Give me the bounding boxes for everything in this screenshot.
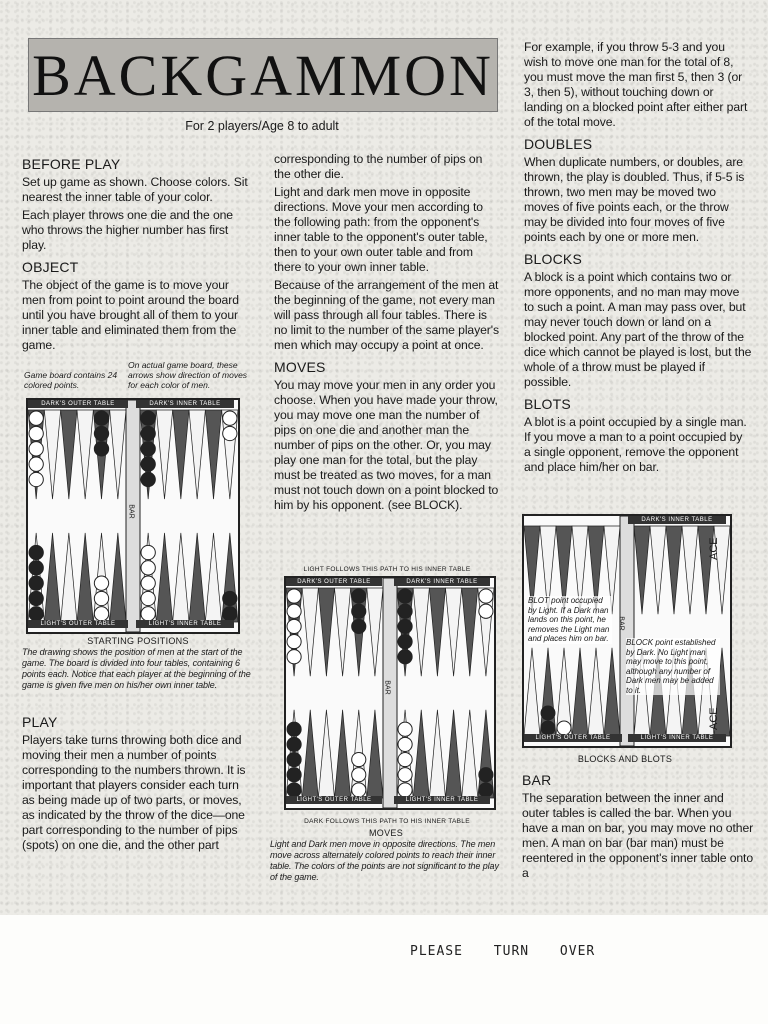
dark-man — [141, 457, 155, 471]
dark-man — [141, 411, 155, 425]
heading-bar: BAR — [522, 772, 552, 788]
col2-p2: Light and dark men move in opposite directions. Move your men according to the following path: from the opponent's inner table to the opponent's outer table, then to your own outer table and from there to your own inner table. — [274, 185, 488, 274]
play-p1: Players take turns throwing both dice and moving their men a number of points corresponding to the numbers thrown. It is important that players consider each turn as being made up of two parts, or moves, as indicated by the throw of the dice—one part corresponding to the number of pips (spots) on one die, and the other part — [22, 733, 246, 852]
dark-man — [479, 783, 493, 797]
doubles-p1: When duplicate numbers, or doubles, are thrown, the play is doubled. Thus, if 5-5 is thrown, two men may be moved two moves of five points each, or the throw may be divided into four moves of five points each by one or more men. — [524, 155, 745, 244]
starting-bottom-right-label: LIGHT'S INNER TABLE — [136, 620, 234, 628]
starting-caption: The drawing shows the position of men at the start of the game. The board is divided into four tables, containing 6 points each. Notice that each player at the beginning of the game is given five men on his/her own inner table. — [22, 647, 251, 690]
dark-man — [398, 619, 412, 633]
moves-top-right-label: DARK'S INNER TABLE — [394, 578, 490, 586]
light-path-label: LIGHT FOLLOWS THIS PATH TO HIS INNER TABLE — [303, 566, 471, 573]
light-man — [94, 576, 108, 590]
starting-bottom-left-label: LIGHT'S OUTER TABLE — [28, 620, 128, 628]
dark-man — [287, 737, 301, 751]
moves-bottom-left-label: LIGHT'S OUTER TABLE — [286, 796, 382, 804]
board-point — [413, 588, 429, 676]
moves-caption-heading: MOVES — [368, 828, 403, 838]
light-man — [94, 591, 108, 605]
light-man — [94, 607, 108, 621]
dark-path-label: DARK FOLLOWS THIS PATH TO HIS INNER TABLE — [304, 818, 470, 825]
dark-man — [541, 706, 555, 720]
light-man — [141, 607, 155, 621]
light-man — [141, 591, 155, 605]
ace-top-label: ACE — [708, 537, 720, 560]
column-1 — [22, 150, 252, 356]
board-point — [110, 410, 126, 499]
board-point — [61, 410, 77, 499]
dark-man — [479, 768, 493, 782]
moves-caption: Light and Dark men move in opposite directions. The men move across alternately colored points to reach their inner table. The colors of the points are not significant to the play of the game. — [270, 839, 499, 882]
light-man — [352, 768, 366, 782]
col3-p1: For example, if you throw 5-3 and you wish to move one man for the total of 8, you must move the man first 5, then 3 (or 3, then 5), without touching down or landing on a blocked point after either part of the total move. — [524, 40, 748, 129]
board-point — [413, 710, 429, 798]
note-arrows: On actual game board, these arrows show direction of moves for each color of men. — [128, 360, 248, 390]
handwritten-note: PLEASE TURN OVER — [410, 944, 596, 959]
light-man — [287, 635, 301, 649]
starting-top-left-label: DARK'S OUTER TABLE — [28, 400, 128, 408]
light-man — [352, 753, 366, 767]
board-point — [302, 588, 318, 676]
dark-man — [94, 442, 108, 456]
dark-man — [29, 561, 43, 575]
light-man — [141, 561, 155, 575]
dark-man — [541, 721, 555, 735]
dark-man — [287, 768, 301, 782]
light-man — [141, 545, 155, 559]
bb-top-right-label: DARK'S INNER TABLE — [628, 516, 726, 524]
light-man — [287, 650, 301, 664]
play-section — [22, 708, 254, 856]
before-play-p2: Each player throws one die and the one who throws the higher number has first play. — [22, 208, 233, 252]
dark-man — [398, 635, 412, 649]
bb-bottom-left-label: LIGHT'S OUTER TABLE — [524, 734, 622, 742]
subtitle: For 2 players/Age 8 to adult — [185, 119, 339, 133]
bar-p1: The separation between the inner and outer tables is called the bar. When you have a man on bar, you may move no other men. A man on bar (bar man) must be reentered in the opponent's inner table onto a — [522, 791, 754, 880]
light-man — [29, 426, 43, 440]
column-3 — [524, 40, 752, 478]
moves-caption-block — [270, 826, 502, 883]
board-point — [682, 526, 698, 614]
board-point — [524, 648, 540, 736]
light-man — [479, 589, 493, 603]
moves-p1: You may move your men in any order you choose. When you have made your throw, you may move one man the number of pips on one die and another man the number of pips on the other. Or, you may play one man for the total, but the play must be treated as two moves, for a man must not touch down on a point blocked to him by his opponent. (see BLOCK). — [274, 378, 499, 512]
board-point — [462, 588, 478, 676]
dark-man — [141, 442, 155, 456]
light-man — [557, 721, 571, 735]
light-man — [352, 783, 366, 797]
dark-man — [398, 650, 412, 664]
board-point — [302, 710, 318, 798]
board-point — [446, 588, 462, 676]
page-title: BACKGAMMON — [32, 42, 494, 108]
light-man — [287, 619, 301, 633]
light-man — [398, 753, 412, 767]
dark-man — [141, 472, 155, 486]
ace-bottom-label: ACE — [708, 707, 720, 730]
board-point — [44, 533, 60, 622]
light-man — [29, 472, 43, 486]
before-play-p1: Set up game as shown. Choose colors. Sit nearest the inner table of your color. — [22, 175, 248, 204]
board-point — [318, 588, 334, 676]
light-man — [398, 737, 412, 751]
board-point — [156, 533, 172, 622]
board-point — [462, 710, 478, 798]
starting-top-right-label: DARK'S INNER TABLE — [136, 400, 234, 408]
blots-p1: A blot is a point occupied by a single man. If you move a man to a point occupied by a single opponent, remove the opponent and place him/her on bar. — [524, 415, 747, 474]
dark-man — [29, 607, 43, 621]
dark-man — [287, 753, 301, 767]
board-point — [335, 588, 351, 676]
col2-p3: Because of the arrangement of the men at the beginning of the game, not every man will pass through all four tables. There is no limit to the number of the same player's men which may occupy a point at once. — [274, 278, 499, 352]
light-man — [479, 604, 493, 618]
board-point — [572, 648, 588, 736]
board-point — [189, 533, 205, 622]
board-point — [110, 533, 126, 622]
board-point — [189, 410, 205, 499]
dark-man — [29, 591, 43, 605]
light-man — [398, 783, 412, 797]
bar-section — [522, 766, 754, 884]
bb-bar-label: BAR — [617, 616, 625, 631]
dark-man — [29, 576, 43, 590]
starting-caption-block — [22, 634, 254, 691]
column-2 — [274, 152, 500, 516]
light-man — [398, 768, 412, 782]
board-point — [604, 648, 620, 736]
blocks-p1: A block is a point which contains two or more opponents, and no man may move to such a point. A man may pass over, but may never touch down or land on a blocked point. Any part of the throw of the dice which cannot be played is lost, but the whole of a throw must be played if possible. — [524, 270, 752, 389]
board-point — [156, 410, 172, 499]
light-man — [287, 604, 301, 618]
board-point — [666, 526, 682, 614]
light-man — [141, 576, 155, 590]
board-point — [205, 410, 221, 499]
blocks-blots-caption-heading: BLOCKS AND BLOTS — [577, 754, 673, 764]
board-point — [588, 648, 604, 736]
dark-man — [287, 722, 301, 736]
dark-man — [398, 604, 412, 618]
light-man — [29, 411, 43, 425]
object-p1: The object of the game is to move your men from point to point around the board until you have brought all of them to your inner table and eliminated them from the game. — [22, 278, 239, 352]
dark-man — [223, 607, 237, 621]
board-point — [77, 533, 93, 622]
board-point — [429, 710, 445, 798]
board-point — [173, 410, 189, 499]
board-point — [429, 588, 445, 676]
board-point — [367, 710, 383, 798]
board-point — [335, 710, 351, 798]
moves-bar-label: BAR — [383, 680, 391, 695]
heading-doubles: DOUBLES — [524, 136, 593, 152]
heading-moves: MOVES — [274, 359, 326, 375]
board-point — [650, 526, 666, 614]
light-man — [223, 411, 237, 425]
heading-before-play: BEFORE PLAY — [22, 156, 121, 172]
title-banner — [28, 38, 498, 112]
board-point — [634, 526, 650, 614]
bb-bottom-right-label: LIGHT'S INNER TABLE — [628, 734, 726, 742]
light-man — [29, 442, 43, 456]
starting-caption-heading: STARTING POSITIONS — [87, 636, 189, 646]
note-24-points: Game board contains 24 colored points. — [24, 370, 118, 390]
moves-bottom-right-label: LIGHT'S INNER TABLE — [394, 796, 490, 804]
heading-blots: BLOTS — [524, 396, 571, 412]
dark-man — [223, 591, 237, 605]
board-point — [173, 533, 189, 622]
dark-man — [352, 589, 366, 603]
board-bar — [617, 516, 634, 746]
board-point — [44, 410, 60, 499]
dark-man — [94, 426, 108, 440]
starting-bar-label: BAR — [127, 504, 135, 519]
blot-note: BLOT point occupied by Light. If a Dark man lands on this point, he removes the Light man and places him on bar. — [528, 596, 612, 644]
dark-man — [141, 426, 155, 440]
heading-blocks: BLOCKS — [524, 251, 582, 267]
heading-object: OBJECT — [22, 259, 79, 275]
light-man — [29, 457, 43, 471]
board-point — [61, 533, 77, 622]
dark-man — [398, 589, 412, 603]
light-man — [287, 589, 301, 603]
dark-man — [352, 619, 366, 633]
board-point — [205, 533, 221, 622]
dark-man — [29, 545, 43, 559]
col2-p1: corresponding to the number of pips on the other die. — [274, 152, 483, 181]
board-point — [446, 710, 462, 798]
dark-man — [94, 411, 108, 425]
heading-play: PLAY — [22, 714, 58, 730]
moves-top-left-label: DARK'S OUTER TABLE — [286, 578, 382, 586]
dark-man — [352, 604, 366, 618]
light-man — [223, 426, 237, 440]
block-note: BLOCK point established by Dark. No Light man may move to this point, although any number of Dark men may be added to it. — [626, 638, 720, 695]
board-point — [77, 410, 93, 499]
board-point — [367, 588, 383, 676]
light-man — [398, 722, 412, 736]
board-point — [318, 710, 334, 798]
dark-man — [287, 783, 301, 797]
